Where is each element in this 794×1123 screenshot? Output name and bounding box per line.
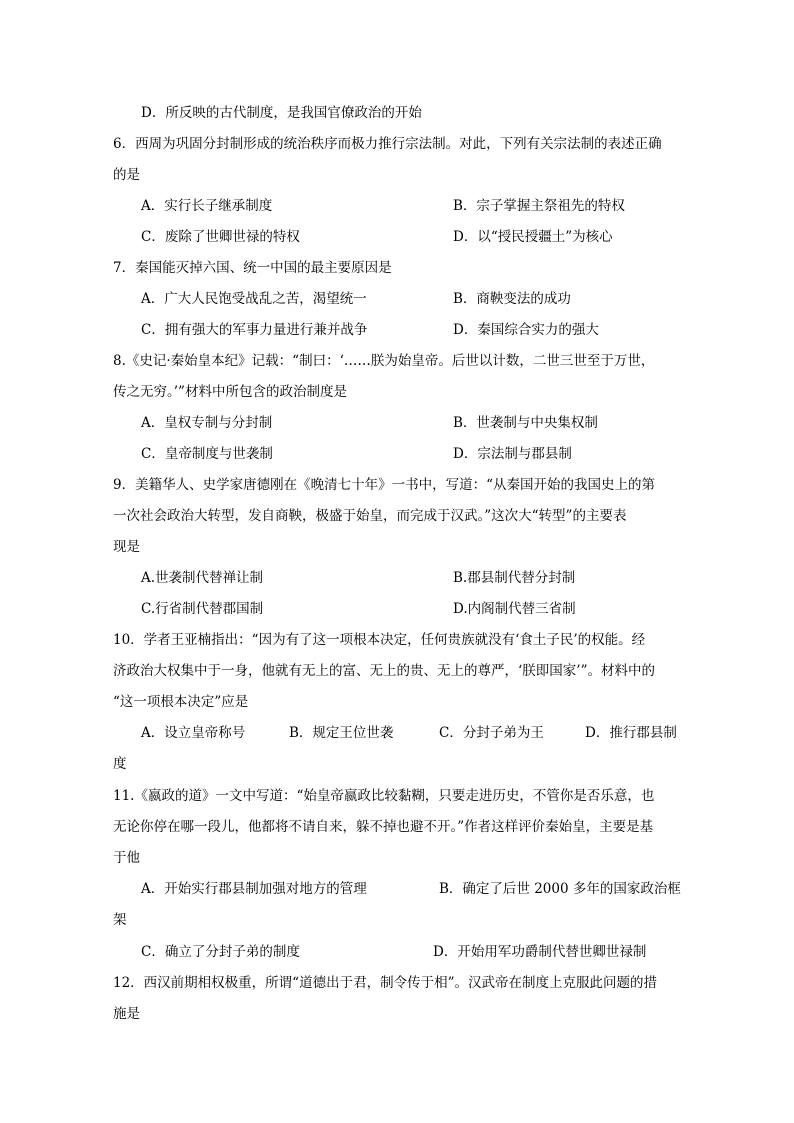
q6-option-a: A．实行长子继承制度	[141, 198, 273, 214]
q9-stem: 9．美籍华人、史学家唐德刚在《晚清七十年》一书中，写道：“从秦国开始的我国史上的第	[113, 477, 655, 493]
q9-option-c: C.行省制代替郡国制	[141, 601, 264, 617]
q8-option-a: A．皇权专制与分封制	[141, 415, 273, 431]
q11-stem-cont2: 于他	[113, 850, 140, 866]
q12-stem: 12．西汉前期相权极重，所谓“道德出于君，制令传于相”。汉武帝在制度上克服此问题的措	[113, 975, 657, 991]
q9-stem-cont: 一次社会政治大转型，发自商鞅，极盛于始皇，而完成于汉武。”这次大“转型”的主要表	[113, 508, 627, 524]
q7-option-c: C．拥有强大的军事力量进行兼并战争	[141, 322, 368, 338]
q11-option-c: C．确立了分封子弟的制度	[141, 944, 300, 960]
q9-stem-cont2: 现是	[113, 539, 140, 555]
q6-stem: 6．西周为巩固分封制形成的统治秩序而极力推行宗法制。对此，下列有关宗法制的表述正确	[113, 136, 662, 152]
q10-stem-cont2: “这一项根本决定”应是	[113, 694, 249, 710]
q11-stem-cont: 无论你停在哪一段儿，他都将不请自来，躲不掉也避不开。”作者这样评价秦始皇，主要是基	[113, 819, 654, 835]
q6-option-d: D．以“授民授疆土”为核心	[453, 229, 613, 245]
q6-option-b: B．宗子掌握主祭祖先的特权	[453, 198, 625, 214]
q7-option-d: D．秦国综合实力的强大	[453, 322, 599, 338]
q6-option-c: C．废除了世卿世禄的特权	[141, 229, 300, 245]
q10-stem: 10．学者王亚楠指出：“因为有了这一项根本决定，任何贵族就没有‘食土子民’的权能。经	[113, 632, 646, 648]
q11-stem: 11.《嬴政的道》一文中写道：“始皇帝嬴政比较黏糊，只要走进历史，不管你是否乐意，也	[113, 788, 655, 804]
q11-option-b: B．确定了后世 2000 多年的国家政治框	[439, 881, 681, 897]
q9-option-b: B.郡县制代替分封制	[453, 570, 576, 586]
q9-option-d: D.内阁制代替三省制	[453, 601, 576, 617]
q7-option-a: A．广大人民饱受战乱之苦，渴望统一	[141, 291, 367, 307]
q7-stem: 7．秦国能灭掉六国、统一中国的最主要原因是	[113, 260, 392, 276]
q10-option-d: D．推行郡县制	[585, 725, 677, 741]
q8-stem: 8.《史记·秦始皇本纪》记载：“制曰：‘……朕为始皇帝。后世以计数，二世三世至于万世，	[113, 353, 655, 369]
q9-option-a: A.世袭制代替禅让制	[141, 570, 264, 586]
q10-option-b: B．规定王位世袭	[289, 725, 394, 741]
q6-stem-cont: 的是	[113, 167, 140, 183]
q10-option-a: A．设立皇帝称号	[141, 725, 246, 741]
q8-stem-cont: 传之无穷。’”材料中所包含的政治制度是	[113, 384, 347, 400]
q5-option-d: D．所反映的古代制度，是我国官僚政治的开始	[141, 105, 422, 121]
q11-option-a: A．开始实行郡县制加强对地方的管理	[141, 881, 367, 897]
q10-option-c: C．分封子弟为王	[439, 725, 544, 741]
q8-option-b: B．世袭制与中央集权制	[453, 415, 598, 431]
q8-option-c: C．皇帝制度与世袭制	[141, 446, 273, 462]
q11-option-d: D．开始用军功爵制代替世卿世禄制	[433, 944, 647, 960]
q11-option-b-cont: 架	[113, 912, 127, 928]
q7-option-b: B．商鞅变法的成功	[453, 291, 571, 307]
q8-option-d: D．宗法制与郡县制	[453, 446, 572, 462]
q10-stem-cont: 济政治大权集中于一身，他就有无上的富、无上的贵、无上的尊严，‘朕即国家’”。材料中的	[113, 663, 655, 679]
q12-stem-cont: 施是	[113, 1006, 140, 1022]
q10-option-d-cont: 度	[113, 756, 127, 772]
